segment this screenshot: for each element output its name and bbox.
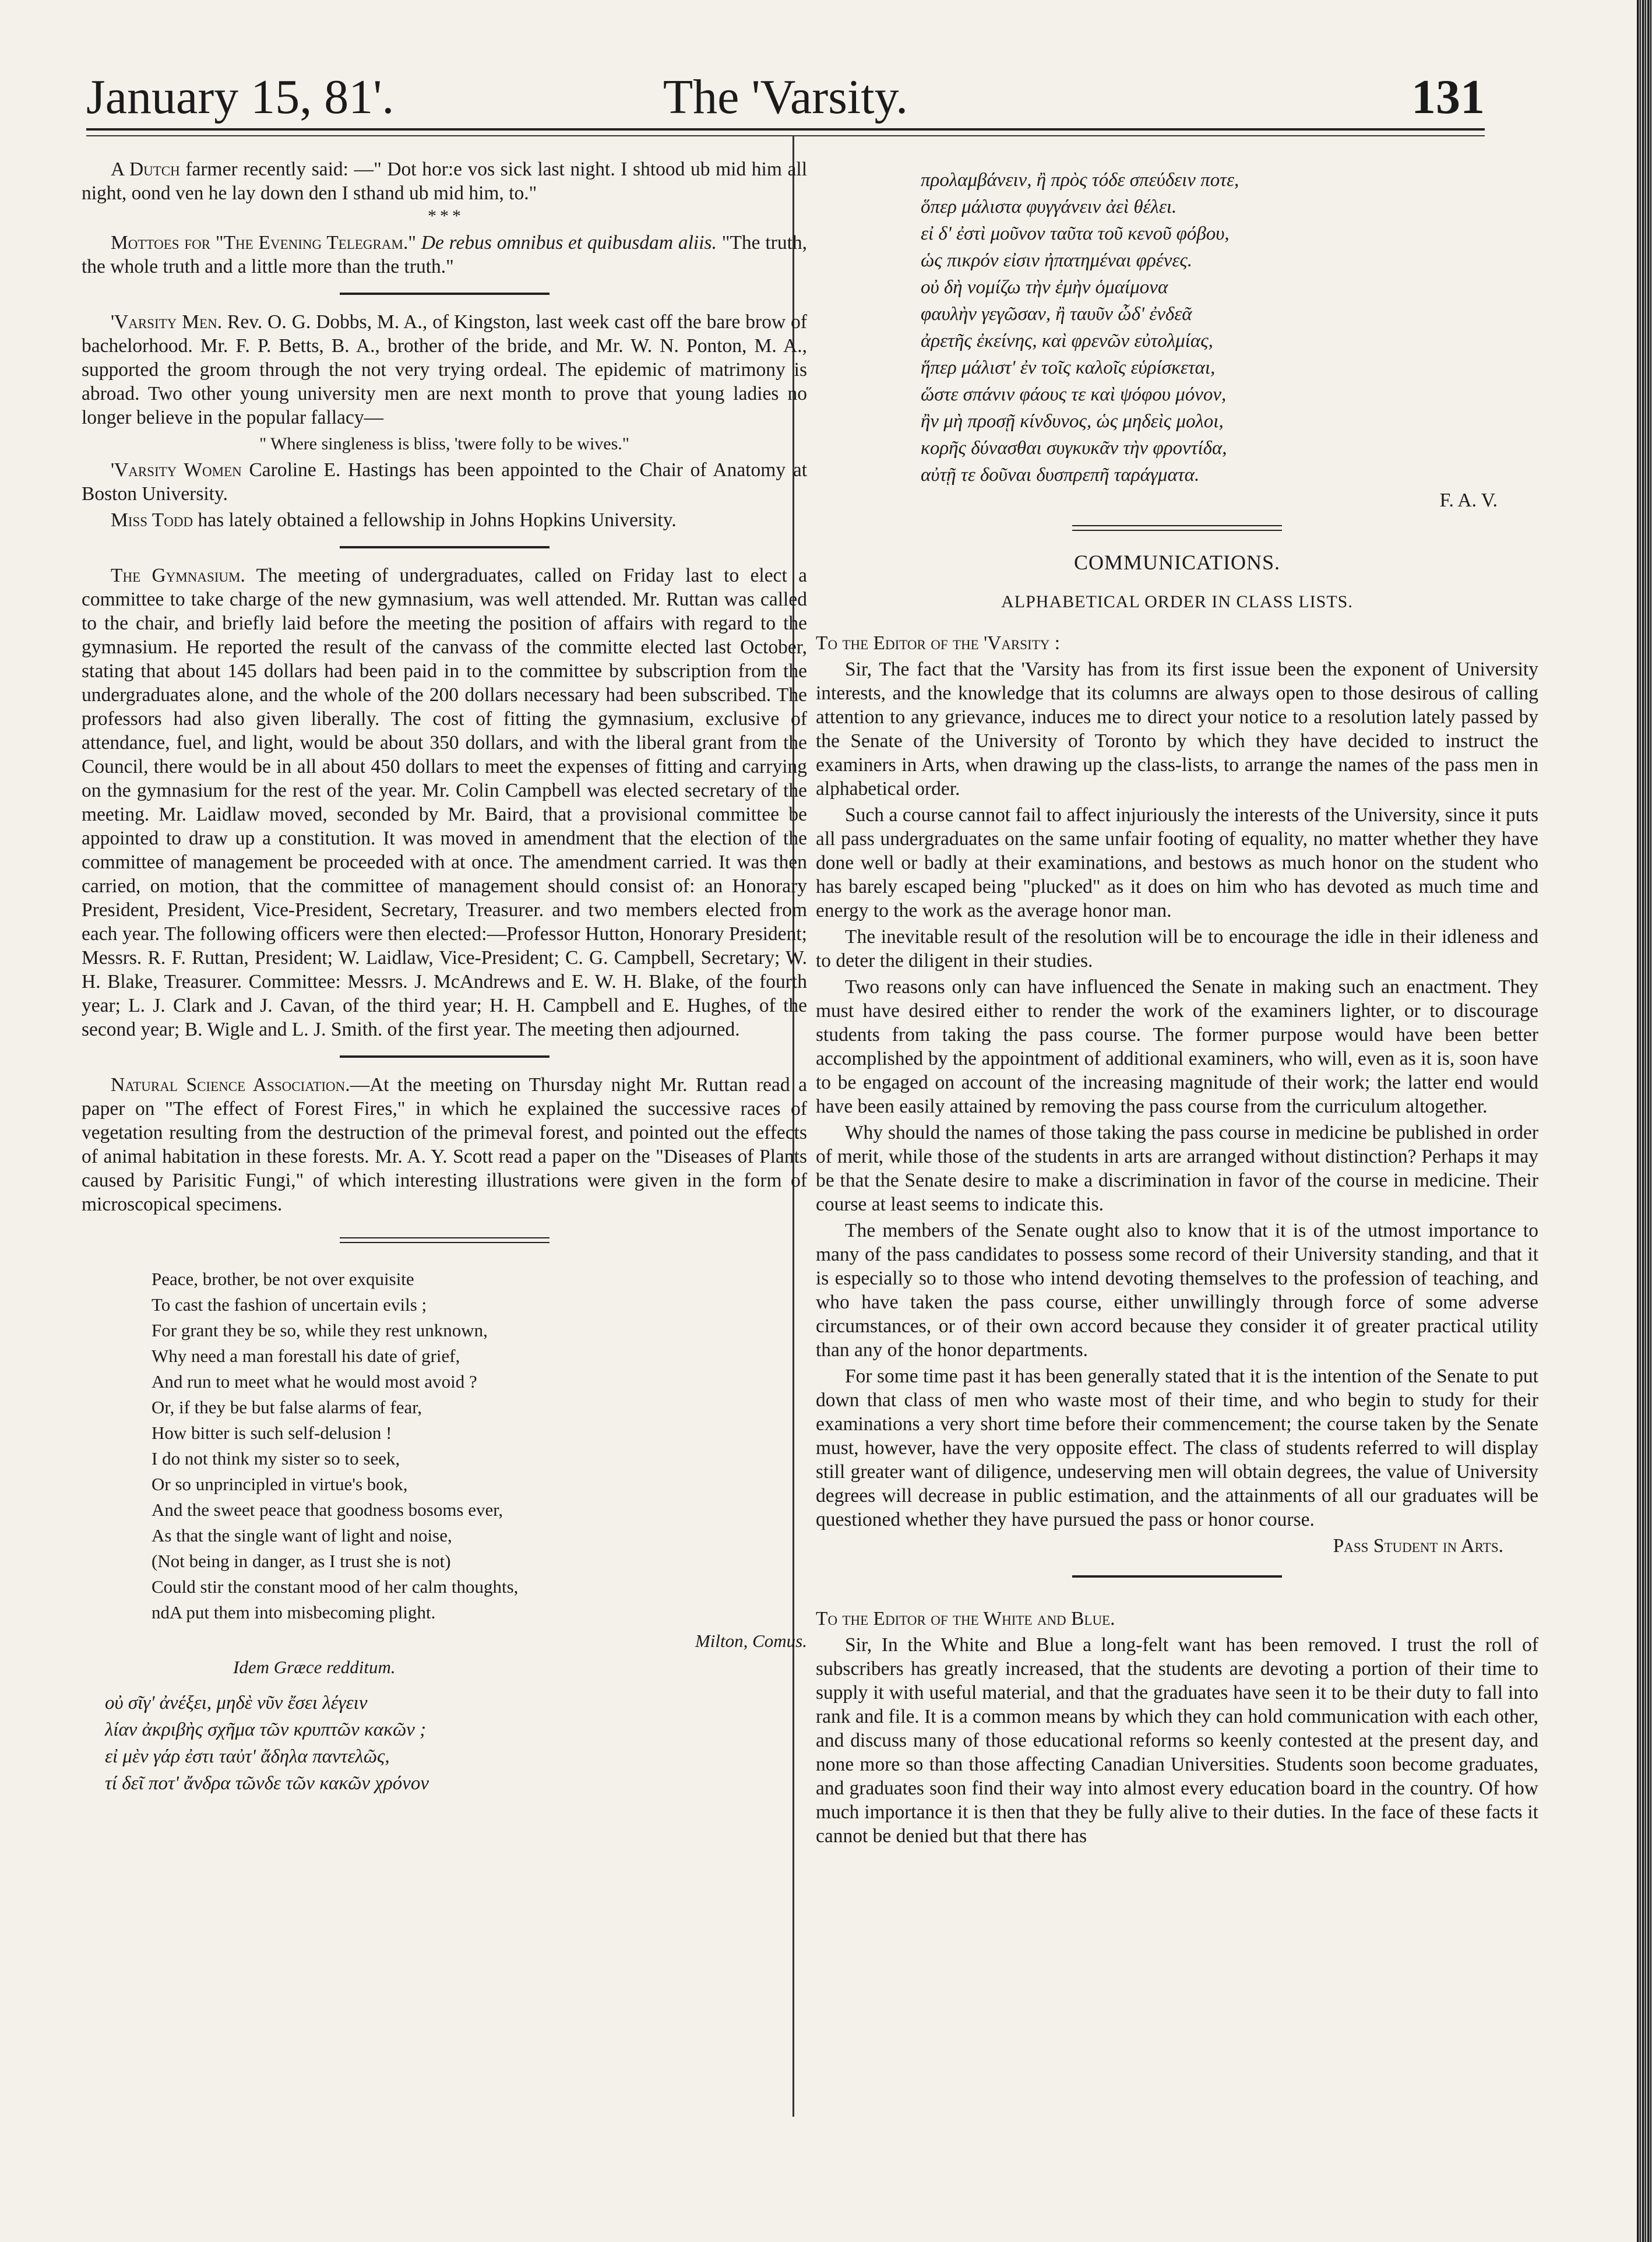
greek-line: αὐτῇ τε δοῦναι δυσπρεπῆ ταράγματα. <box>921 464 1200 485</box>
mottoes-lead: Mottoes for "The Evening Telegram." <box>111 232 416 254</box>
letter1-paragraph: Two reasons only can have influenced the Senate in making such an enactment. They must have desired either to render the work of the examiners lighter, or to discourage students from taking the pass course. The former purpose would have been better accomplished by the appointment of additional examiners, who will, even as it is, soon have to be engaged on account of the increasing magnitude of their work; the latter end would have been easily attained by removing the pass course from the curriculum altogether. <box>816 976 1538 1117</box>
left-column <box>82 157 807 1797</box>
section-rule <box>1072 1575 1282 1578</box>
poem-line: As that the single want of light and noise, <box>152 1525 452 1546</box>
header-date: January 15, 81'. <box>86 70 394 124</box>
greek-line: οὐ σῖγ' ἀνέξει, μηδὲ νῦν ἔσει λέγειν <box>105 1692 368 1713</box>
section-rule <box>340 1055 550 1058</box>
mottoes-paragraph <box>82 231 807 279</box>
header-rule-thin <box>86 135 1485 136</box>
varsity-men-paragraph <box>82 310 807 430</box>
varsity-women-text: Caroline E. Hastings has been appointed to the Chair of Anatomy at Boston University. <box>82 459 807 505</box>
miss-todd-paragraph <box>82 508 807 532</box>
letter1-paragraph: For some time past it has been generally stated that it is the intention of the Senate to put down that class of men who waste most of their time, and who begin to study for their examinations a very short time before their commencement; the course taken by the Senate must, however, have the very opposite effect. The class of students referred to will display still greater want of diligence, undeserving men will obtain degrees, the value of University degrees will decrease in public estimation, and the attainments of all our graduates will be questioned whether they have pursued the pass or honor course. <box>816 1365 1538 1530</box>
section-rule <box>340 293 550 295</box>
letter1-paragraph: The inevitable result of the resolution will be to encourage the idle in their idleness and to deter the diligent in their studies. <box>816 926 1538 972</box>
poem-line: And the sweet peace that goodness bosoms ever, <box>152 1500 503 1520</box>
letter1-paragraph: Why should the names of those taking the pass course in medicine be published in order of merit, while those of the students in arts are arranged without distinction? Perhaps it may be that the Senate desire to make a discrimination in favor of the course in medicine. Their course at least seems to indicate this. <box>816 1122 1538 1215</box>
communications-heading: COMMUNICATIONS. <box>1073 551 1281 574</box>
gymnasium-text: The meeting of undergraduates, called on Friday last to elect a committee to take charge of the new gymnasium, was well attended. Mr. Ruttan was called to the chair, and briefly laid before the meeting the position of affairs with regard to the gymnasium. He reported the result of the canvass of the committe elected last October, stating that about 145 dollars had been paid in to the committee by subscription from the undergraduates alone, and the whole of the 200 dollars necessary had been subscribed. The professors had also given liberally. The cost of fitting the gymnasium, exclusive of attendance, fuel, and light, would be about 350 dollars, and with the liberal grant from the Council, there would be in all about 450 dollars to meet the expenses of fitting and carrying on the gymnasium for the rest of the year. Mr. Colin Campbell was elected secretary of the meeting. Mr. Laidlaw moved, seconded by Mr. Baird, that a provisional committee be appointed to draw up a constitution. It was moved in amendment that the election of the committee of management be proceeded with at once. The amendment carried. It was then carried, on motion, that the committee of management should consist of: an Honorary President, President, Vice-President, Secretary, Treasurer. and two members elected from each year. The following officers were then elected:—Professor Hutton, Honorary President; Messrs. R. F. Ruttan, President; W. Laidlaw, Vice-President; C. G. Campbell, Secretary; W. H. Blake, Treasurer. Committee: Messrs. J. McAndrews and E. W. H. Blake, of the fourth year; L. J. Clark and J. Cavan, of the third year; H. H. Campbell and E. Hughes, of the second year; B. Wigle and L. J. Smith. of the first year. The meeting then adjourned. <box>82 565 807 1040</box>
letter1-salutation: To the Editor of the 'Varsity : <box>816 632 1061 654</box>
poem-line: Peace, brother, be not over exquisite <box>152 1269 414 1289</box>
letter1-paragraph: Sir, The fact that the 'Varsity has from its first issue been the exponent of University interests, and the knowledge that its columns are always open to those desirous of calling attention to any grievance, induces me to direct your notice to a resolution lately passed by the Senate of the University of Toronto by which they have decided to instruct the examiners in Arts, when drawing up the class-lists, to arrange the names of the pass men in alphabetical order. <box>816 659 1538 800</box>
greek-line: εἰ δ' ἐστὶ μοῦνον ταῦτα τοῦ κενοῦ φόβου, <box>921 223 1230 244</box>
greek-line: ὥστε σπάνιν φάους τε καὶ ψόφου μόνον, <box>921 384 1227 405</box>
greek-signature: F. A. V. <box>1439 490 1498 511</box>
varsity-women-paragraph <box>82 458 807 506</box>
greek-verse-right <box>921 167 1538 488</box>
dutch-lead: A Dutch <box>111 159 180 180</box>
mottoes-latin: De rebus omnibus et quibusdam aliis. <box>421 232 717 254</box>
greek-line: ἢν μὴ προσῇ κίνδυνος, ὡς μηδεὶς μολοι, <box>921 411 1224 432</box>
miss-todd-text: has lately obtained a fellowship in Johns Hopkins University. <box>198 509 677 531</box>
letter1-signature: Pass Student in Arts. <box>1333 1535 1503 1557</box>
milton-poem <box>152 1266 807 1625</box>
natural-science-text: —At the meeting on Thursday night Mr. Ruttan read a paper on "The effect of Forest Fires," in which he explained the successive races of vegetation resulting from the destruction of the primeval forest, and pointed out the effects of animal habitation in these forests. Mr. A. Y. Scott read a paper on the "Diseases of Plants caused by Parisitic Fungi," of which interesting illustrations were given in the form of microscopical specimens. <box>82 1074 807 1215</box>
poem-line: To cast the fashion of uncertain evils ; <box>152 1294 427 1315</box>
poem-line: (Not being in danger, as I trust she is not) <box>152 1551 451 1571</box>
page-number: 131 <box>1411 70 1485 124</box>
popular-fallacy-quote: " Where singleness is bliss, 'twere folly to be wives." <box>259 434 630 453</box>
varsity-women-lead: 'Varsity Women <box>111 459 242 481</box>
miss-todd-lead: Miss Todd <box>111 509 193 531</box>
poem-credit: Milton, Comus. <box>695 1631 807 1651</box>
greek-line: εἰ μὲν γάρ ἐστι ταὐτ' ἄδηλα παντελῶς, <box>105 1746 390 1767</box>
letter1-paragraph: Such a course cannot fail to affect injuriously the interests of the University, since it puts all pass undergraduates on the same unfair footing of equality, no matter whether they have done well or badly at their examinations, and bestows as much honor on the student who has barely escaped being "plucked" as it does on him who has devoted as much time and energy to the work as the average honor man. <box>816 804 1538 921</box>
dutch-text: farmer recently said: —" Dot hor:e vos sick last night. I shtood ub mid him all night, oond ven he lay down den I sthand ub mid him, to." <box>82 159 808 204</box>
section-double-rule <box>340 1237 550 1243</box>
greek-line: οὐ δὴ νομίζω τὴν ἐμὴν ὁμαίμονα <box>921 277 1168 298</box>
poem-line: Why need a man forestall his date of grief, <box>152 1346 460 1366</box>
page-edge-binding <box>1637 0 1652 2242</box>
dutch-farmer-paragraph <box>82 157 807 205</box>
varsity-men-text: Rev. O. G. Dobbs, M. A., of Kingston, last week cast off the bare brow of bachelorhood. Mr. F. P. Betts, B. A., brother of the bride, and Mr. W. N. Ponton, M. A., supported the groom through the not very trying ordeal. The epidemic of matrimony is abroad. Two other young university men are next month to prove that young ladies no longer believe in the popular fallacy— <box>82 311 807 428</box>
greek-line: φαυλὴν γεγῶσαν, ἢ ταυῦν ὧδ' ἐνδεᾶ <box>921 304 1192 325</box>
greek-verse-left <box>105 1690 807 1797</box>
page-header <box>86 69 1485 133</box>
letter2-paragraph: Sir, In the White and Blue a long-felt want has been removed. I trust the roll of subscribers has greatly increased, that the students are devoting a portion of their time to supply it with useful material, and that the graduates have seen it to be their duty to fall into rank and file. It is a common means by which they can hold communication with each other, and discuss many of those educational reforms so keenly contested at the present day, and none more so than those affecting Canadian Universities. Students soon become graduates, and graduates soon find their way into almost every education board in the country. Of how much importance it is then that they be fully alive to their duties. In the face of these facts it cannot be denied but that there has <box>816 1634 1538 1847</box>
section-rule <box>340 546 550 548</box>
header-title: The 'Varsity. <box>663 70 908 124</box>
poem-line: Or so unprincipled in virtue's book, <box>152 1474 408 1494</box>
greek-line: ὅπερ μάλιστα φυγγάνειν ἀεὶ θέλει. <box>921 196 1177 217</box>
poem-line: ndA put them into misbecoming plight. <box>152 1602 436 1622</box>
natural-science-lead: Natural Science Association. <box>111 1074 350 1096</box>
right-column <box>816 157 1538 1850</box>
poem-line: And run to meet what he would most avoid ? <box>152 1371 477 1392</box>
gymnasium-paragraph <box>82 564 807 1041</box>
header-rule <box>86 128 1485 131</box>
class-lists-subheading: ALPHABETICAL ORDER IN CLASS LISTS. <box>1001 592 1353 611</box>
greek-line: ὡς πικρόν εἰσιν ἠπατημέναι φρένες. <box>921 250 1192 271</box>
section-double-rule <box>1072 525 1282 531</box>
greek-line: ἀρετῆς ἐκείνης, καὶ φρενῶν εὐτολμίας, <box>921 330 1213 351</box>
varsity-men-lead: 'Varsity Men. <box>111 311 223 333</box>
poem-line: Or, if they be but false alarms of fear, <box>152 1397 422 1417</box>
mottoes-text: "The truth, the whole truth and a little more than the truth." <box>82 232 807 277</box>
poem-line: Could stir the constant mood of her calm thoughts, <box>152 1576 519 1597</box>
poem-line: For grant they be so, while they rest unknown, <box>152 1320 488 1340</box>
asterism: * * * <box>427 206 461 226</box>
greek-line: ἥπερ μάλιστ' ἐν τοῖς καλοῖς εὑρίσκεται, <box>921 357 1216 378</box>
greek-line: προλαμβάνειν, ἢ πρὸς τόδε σπεύδειν ποτε, <box>921 170 1239 191</box>
natural-science-paragraph <box>82 1073 807 1216</box>
letter1-paragraph: The members of the Senate ought also to know that it is of the utmost importance to many of the pass candidates to possess some record of their University standing, and that it is especially so to those who intend devoting themselves to the profession of teaching, and who have taken the pass course, either unwillingly through force of some adverse circumstances, or of their own accord because they consider it of greater practical utility than any of the honor departments. <box>816 1220 1538 1361</box>
gymnasium-lead: The Gymnasium. <box>111 565 245 586</box>
poem-line: How bitter is such self-delusion ! <box>152 1423 392 1443</box>
greek-heading: Idem Græce redditum. <box>233 1657 396 1677</box>
greek-line: τί δεῖ ποτ' ἄνδρα τῶνδε τῶν κακῶν χρόνον <box>105 1773 429 1794</box>
greek-line: κορῆς δύνασθαι συγκυκᾶν τὴν φροντίδα, <box>921 438 1227 459</box>
poem-line: I do not think my sister so to seek, <box>152 1448 400 1469</box>
greek-line: λίαν ἀκριβὴς σχῆμα τῶν κρυπτῶν κακῶν ; <box>105 1719 427 1740</box>
letter2-salutation: To the Editor of the White and Blue. <box>816 1608 1115 1629</box>
